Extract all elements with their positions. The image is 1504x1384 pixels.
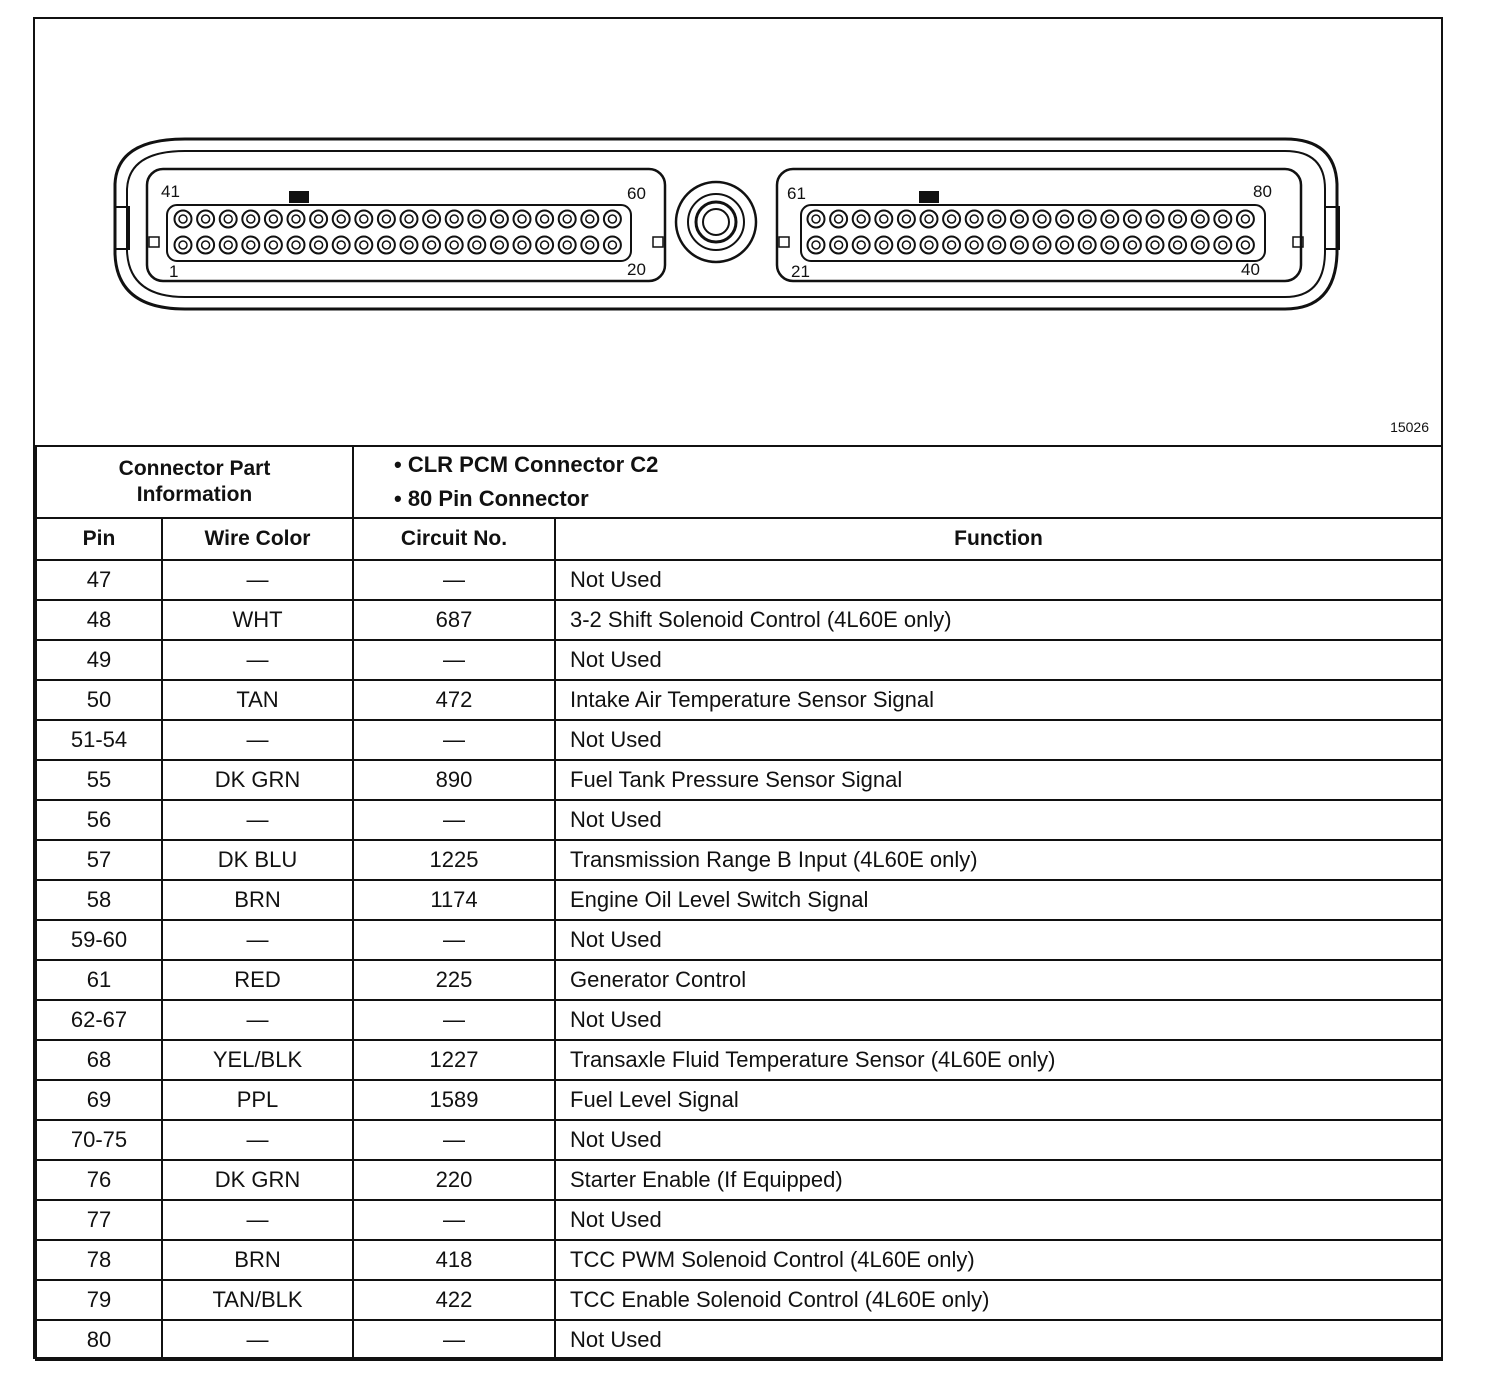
table-row bbox=[36, 680, 1442, 720]
pin-socket-inner bbox=[269, 215, 277, 223]
pin-socket-inner bbox=[269, 241, 277, 249]
pin-socket-inner bbox=[1015, 215, 1023, 223]
function-cell: Intake Air Temperature Sensor Signal bbox=[555, 680, 1442, 720]
pin-socket-inner bbox=[450, 241, 458, 249]
circuit-cell: — bbox=[353, 920, 555, 960]
function-cell: Not Used bbox=[555, 640, 1442, 680]
pin-socket-inner bbox=[428, 215, 436, 223]
pin-cell: 59-60 bbox=[36, 920, 162, 960]
pin-socket-inner bbox=[1015, 241, 1023, 249]
pin-socket-inner bbox=[608, 241, 616, 249]
pin-socket-inner bbox=[541, 241, 549, 249]
pin-cell: 51-54 bbox=[36, 720, 162, 760]
pin-socket-inner bbox=[1174, 215, 1182, 223]
pin-cell: 78 bbox=[36, 1240, 162, 1280]
wire-color-cell: DK BLU bbox=[162, 840, 353, 880]
pin-socket bbox=[242, 211, 259, 228]
pin-socket-inner bbox=[835, 215, 843, 223]
pin-socket bbox=[1056, 211, 1073, 228]
connector-info-label: Connector Part Information bbox=[36, 446, 353, 518]
pin-socket-inner bbox=[563, 241, 571, 249]
wire-color-cell: TAN/BLK bbox=[162, 1280, 353, 1320]
pin-socket bbox=[966, 211, 983, 228]
label-pin-60: 60 bbox=[627, 184, 646, 203]
circuit-cell: — bbox=[353, 1200, 555, 1240]
table-row bbox=[36, 1040, 1442, 1080]
pin-socket bbox=[1169, 211, 1186, 228]
wire-color-cell: DK GRN bbox=[162, 760, 353, 800]
pin-socket-inner bbox=[1106, 241, 1114, 249]
wire-color-cell: TAN bbox=[162, 680, 353, 720]
pin-socket bbox=[1101, 237, 1118, 254]
label-pin-1: 1 bbox=[169, 262, 179, 281]
connector-name: • CLR PCM Connector C2 bbox=[394, 452, 659, 477]
pin-cell: 48 bbox=[36, 600, 162, 640]
pin-socket-inner bbox=[1061, 215, 1069, 223]
pin-socket bbox=[310, 211, 327, 228]
pin-socket-inner bbox=[518, 215, 526, 223]
pin-socket-inner bbox=[315, 241, 323, 249]
circuit-cell: — bbox=[353, 800, 555, 840]
connector-info-value bbox=[353, 446, 1442, 518]
pin-cell: 68 bbox=[36, 1040, 162, 1080]
pin-cell: 58 bbox=[36, 880, 162, 920]
pin-socket bbox=[1124, 211, 1141, 228]
pin-socket bbox=[898, 211, 915, 228]
pin-socket-inner bbox=[292, 215, 300, 223]
pin-socket bbox=[966, 237, 983, 254]
pin-socket bbox=[875, 211, 892, 228]
table-row bbox=[36, 1120, 1442, 1160]
pin-cell: 56 bbox=[36, 800, 162, 840]
pin-socket-inner bbox=[948, 241, 956, 249]
circuit-cell: 1589 bbox=[353, 1080, 555, 1120]
pin-socket-inner bbox=[902, 215, 910, 223]
function-cell: Not Used bbox=[555, 800, 1442, 840]
pin-socket-inner bbox=[1128, 215, 1136, 223]
pin-socket-inner bbox=[1083, 241, 1091, 249]
function-cell: Not Used bbox=[555, 560, 1442, 600]
connector-info-row bbox=[36, 446, 1442, 518]
pin-socket-inner bbox=[970, 241, 978, 249]
pin-cell: 77 bbox=[36, 1200, 162, 1240]
wire-color-cell: — bbox=[162, 560, 353, 600]
pin-socket-inner bbox=[495, 215, 503, 223]
pin-socket bbox=[1034, 211, 1051, 228]
pin-cell: 70-75 bbox=[36, 1120, 162, 1160]
pin-cell: 69 bbox=[36, 1080, 162, 1120]
pin-socket bbox=[604, 211, 621, 228]
pin-socket bbox=[875, 237, 892, 254]
function-cell: Generator Control bbox=[555, 960, 1442, 1000]
figure-id: 15026 bbox=[1390, 419, 1429, 435]
header-wire-color: Wire Color bbox=[162, 518, 353, 560]
circuit-cell: — bbox=[353, 1120, 555, 1160]
function-cell: Not Used bbox=[555, 1200, 1442, 1240]
circuit-cell: 1227 bbox=[353, 1040, 555, 1080]
pin-socket bbox=[1147, 237, 1164, 254]
pin-socket bbox=[310, 237, 327, 254]
table-row bbox=[36, 1240, 1442, 1280]
pin-socket-inner bbox=[1196, 215, 1204, 223]
pin-socket bbox=[1079, 237, 1096, 254]
pin-socket bbox=[943, 237, 960, 254]
pin-socket bbox=[197, 211, 214, 228]
pin-socket bbox=[197, 237, 214, 254]
pin-cell: 79 bbox=[36, 1280, 162, 1320]
pin-socket-inner bbox=[925, 241, 933, 249]
pin-socket bbox=[288, 211, 305, 228]
pin-socket bbox=[378, 211, 395, 228]
pin-socket-inner bbox=[337, 241, 345, 249]
pin-socket bbox=[1124, 237, 1141, 254]
table-row bbox=[36, 1320, 1442, 1360]
pin-socket bbox=[988, 211, 1005, 228]
pin-cell: 49 bbox=[36, 640, 162, 680]
pin-socket-inner bbox=[360, 241, 368, 249]
circuit-cell: 422 bbox=[353, 1280, 555, 1320]
circuit-cell: — bbox=[353, 560, 555, 600]
pin-socket-inner bbox=[586, 215, 594, 223]
pin-socket-inner bbox=[1038, 215, 1046, 223]
wire-color-cell: — bbox=[162, 1320, 353, 1360]
pin-socket bbox=[581, 211, 598, 228]
pin-socket bbox=[1147, 211, 1164, 228]
pin-socket-inner bbox=[202, 215, 210, 223]
header-circuit: Circuit No. bbox=[353, 518, 555, 560]
pin-socket bbox=[988, 237, 1005, 254]
pin-socket-inner bbox=[405, 215, 413, 223]
function-cell: Not Used bbox=[555, 720, 1442, 760]
circuit-cell: 1225 bbox=[353, 840, 555, 880]
pin-socket-inner bbox=[812, 241, 820, 249]
pin-socket bbox=[898, 237, 915, 254]
circuit-cell: — bbox=[353, 1000, 555, 1040]
function-cell: Fuel Tank Pressure Sensor Signal bbox=[555, 760, 1442, 800]
pin-socket bbox=[220, 237, 237, 254]
connector-drawing bbox=[35, 19, 1441, 445]
pin-socket bbox=[921, 237, 938, 254]
pin-socket-inner bbox=[608, 215, 616, 223]
left-pin-array bbox=[175, 211, 621, 254]
pin-socket bbox=[446, 211, 463, 228]
connector-pin-count: • 80 Pin Connector bbox=[394, 486, 589, 511]
pin-socket bbox=[355, 237, 372, 254]
pin-socket bbox=[491, 211, 508, 228]
pin-socket-inner bbox=[1151, 241, 1159, 249]
pin-socket-inner bbox=[179, 215, 187, 223]
right-pin-array bbox=[808, 211, 1254, 254]
pin-socket bbox=[808, 237, 825, 254]
connector-diagram bbox=[35, 19, 1441, 445]
table-row bbox=[36, 720, 1442, 760]
pin-socket bbox=[1192, 211, 1209, 228]
circuit-cell: 220 bbox=[353, 1160, 555, 1200]
circuit-cell: 890 bbox=[353, 760, 555, 800]
wire-color-cell: — bbox=[162, 1200, 353, 1240]
pin-socket bbox=[401, 211, 418, 228]
pin-socket-inner bbox=[202, 241, 210, 249]
wire-color-cell: BRN bbox=[162, 880, 353, 920]
pin-socket bbox=[559, 211, 576, 228]
table-row bbox=[36, 1160, 1442, 1200]
pin-socket-inner bbox=[1128, 241, 1136, 249]
label-pin-40: 40 bbox=[1241, 260, 1260, 279]
circuit-cell: — bbox=[353, 640, 555, 680]
table-row bbox=[36, 600, 1442, 640]
wire-color-cell: — bbox=[162, 1000, 353, 1040]
pin-socket-inner bbox=[1219, 241, 1227, 249]
function-cell: TCC PWM Solenoid Control (4L60E only) bbox=[555, 1240, 1442, 1280]
pin-socket-inner bbox=[993, 215, 1001, 223]
pin-socket bbox=[446, 237, 463, 254]
table-row bbox=[36, 960, 1442, 1000]
function-cell: Not Used bbox=[555, 920, 1442, 960]
pin-socket-inner bbox=[1241, 215, 1249, 223]
pin-socket bbox=[1079, 211, 1096, 228]
pin-socket bbox=[242, 237, 259, 254]
pin-socket-inner bbox=[1151, 215, 1159, 223]
pin-socket bbox=[853, 237, 870, 254]
header-function: Function bbox=[555, 518, 1442, 560]
pin-socket-inner bbox=[428, 241, 436, 249]
circuit-cell: — bbox=[353, 1320, 555, 1360]
pin-socket bbox=[265, 237, 282, 254]
pin-socket bbox=[1214, 237, 1231, 254]
pin-cell: 57 bbox=[36, 840, 162, 880]
wire-color-cell: — bbox=[162, 1120, 353, 1160]
function-cell: Not Used bbox=[555, 1000, 1442, 1040]
pin-socket bbox=[830, 237, 847, 254]
circuit-cell: 225 bbox=[353, 960, 555, 1000]
pin-socket-inner bbox=[993, 241, 1001, 249]
pin-cell: 61 bbox=[36, 960, 162, 1000]
pin-socket-inner bbox=[473, 241, 481, 249]
pin-socket-inner bbox=[857, 215, 865, 223]
function-cell: Not Used bbox=[555, 1120, 1442, 1160]
table-row bbox=[36, 920, 1442, 960]
label-pin-21: 21 bbox=[791, 262, 810, 281]
wire-color-cell: — bbox=[162, 640, 353, 680]
pin-socket bbox=[1011, 237, 1028, 254]
pin-cell: 76 bbox=[36, 1160, 162, 1200]
circuit-cell: 472 bbox=[353, 680, 555, 720]
function-cell: Not Used bbox=[555, 1320, 1442, 1360]
pin-socket-inner bbox=[495, 241, 503, 249]
pin-socket bbox=[559, 237, 576, 254]
pin-socket-inner bbox=[292, 241, 300, 249]
pin-socket-inner bbox=[541, 215, 549, 223]
table-row bbox=[36, 840, 1442, 880]
circuit-cell: 687 bbox=[353, 600, 555, 640]
pin-socket-inner bbox=[1219, 215, 1227, 223]
pin-cell: 47 bbox=[36, 560, 162, 600]
connector-sheet bbox=[33, 17, 1443, 1359]
pin-cell: 50 bbox=[36, 680, 162, 720]
wire-color-cell: BRN bbox=[162, 1240, 353, 1280]
table-row bbox=[36, 1080, 1442, 1120]
pin-socket bbox=[220, 211, 237, 228]
table-row bbox=[36, 1000, 1442, 1040]
pin-socket bbox=[175, 211, 192, 228]
header-row bbox=[36, 518, 1442, 560]
pin-socket-inner bbox=[179, 241, 187, 249]
pin-socket bbox=[355, 211, 372, 228]
pin-socket-inner bbox=[857, 241, 865, 249]
function-cell: Transaxle Fluid Temperature Sensor (4L60E only) bbox=[555, 1040, 1442, 1080]
pin-socket-inner bbox=[925, 215, 933, 223]
pinout-table bbox=[35, 445, 1443, 1361]
function-cell: Fuel Level Signal bbox=[555, 1080, 1442, 1120]
table-row bbox=[36, 1280, 1442, 1320]
pin-socket bbox=[514, 211, 531, 228]
pin-cell: 80 bbox=[36, 1320, 162, 1360]
pin-socket-inner bbox=[902, 241, 910, 249]
pin-socket bbox=[1011, 211, 1028, 228]
pin-socket-inner bbox=[1106, 215, 1114, 223]
wire-color-cell: PPL bbox=[162, 1080, 353, 1120]
pin-socket-inner bbox=[450, 215, 458, 223]
pin-socket bbox=[1237, 237, 1254, 254]
pin-socket-inner bbox=[224, 215, 232, 223]
pin-socket bbox=[853, 211, 870, 228]
table-row bbox=[36, 560, 1442, 600]
pin-socket-inner bbox=[880, 215, 888, 223]
pin-socket bbox=[378, 237, 395, 254]
pin-socket-inner bbox=[1038, 241, 1046, 249]
wire-color-cell: DK GRN bbox=[162, 1160, 353, 1200]
pin-socket-inner bbox=[586, 241, 594, 249]
pin-socket-inner bbox=[337, 215, 345, 223]
pin-socket-inner bbox=[382, 241, 390, 249]
pin-socket-inner bbox=[812, 215, 820, 223]
pin-socket bbox=[1101, 211, 1118, 228]
function-cell: TCC Enable Solenoid Control (4L60E only) bbox=[555, 1280, 1442, 1320]
pin-socket bbox=[265, 211, 282, 228]
wire-color-cell: — bbox=[162, 720, 353, 760]
pin-socket bbox=[468, 211, 485, 228]
pin-socket-inner bbox=[405, 241, 413, 249]
pin-socket bbox=[1056, 237, 1073, 254]
pin-socket bbox=[333, 237, 350, 254]
pin-socket-inner bbox=[518, 241, 526, 249]
table-row bbox=[36, 640, 1442, 680]
pin-socket bbox=[423, 237, 440, 254]
pin-cell: 62-67 bbox=[36, 1000, 162, 1040]
pin-socket-inner bbox=[315, 215, 323, 223]
pin-socket bbox=[830, 211, 847, 228]
pin-socket-inner bbox=[880, 241, 888, 249]
pin-socket-inner bbox=[1174, 241, 1182, 249]
pin-socket bbox=[604, 237, 621, 254]
pin-socket-inner bbox=[382, 215, 390, 223]
pin-socket bbox=[1034, 237, 1051, 254]
table-row bbox=[36, 760, 1442, 800]
pinout-rows bbox=[36, 560, 1442, 1360]
label-pin-20: 20 bbox=[627, 260, 646, 279]
pin-socket-inner bbox=[360, 215, 368, 223]
pin-socket-inner bbox=[563, 215, 571, 223]
pin-socket-inner bbox=[247, 215, 255, 223]
pin-socket bbox=[468, 237, 485, 254]
wire-color-cell: RED bbox=[162, 960, 353, 1000]
pin-socket-inner bbox=[1083, 215, 1091, 223]
wire-color-cell: — bbox=[162, 920, 353, 960]
pin-socket-inner bbox=[1196, 241, 1204, 249]
circuit-cell: 1174 bbox=[353, 880, 555, 920]
pin-socket-inner bbox=[247, 241, 255, 249]
wire-color-cell: YEL/BLK bbox=[162, 1040, 353, 1080]
pin-socket-inner bbox=[970, 215, 978, 223]
pin-socket bbox=[536, 237, 553, 254]
label-pin-41: 41 bbox=[161, 182, 180, 201]
wire-color-cell: WHT bbox=[162, 600, 353, 640]
pin-cell: 55 bbox=[36, 760, 162, 800]
pin-socket bbox=[175, 237, 192, 254]
pin-socket-inner bbox=[835, 241, 843, 249]
function-cell: Starter Enable (If Equipped) bbox=[555, 1160, 1442, 1200]
function-cell: 3-2 Shift Solenoid Control (4L60E only) bbox=[555, 600, 1442, 640]
pin-socket bbox=[581, 237, 598, 254]
header-pin: Pin bbox=[36, 518, 162, 560]
pin-socket bbox=[1237, 211, 1254, 228]
function-cell: Transmission Range B Input (4L60E only) bbox=[555, 840, 1442, 880]
pin-socket bbox=[536, 211, 553, 228]
pin-socket-inner bbox=[1241, 241, 1249, 249]
pin-socket bbox=[1214, 211, 1231, 228]
table-row bbox=[36, 1200, 1442, 1240]
pin-socket bbox=[423, 211, 440, 228]
pin-socket-inner bbox=[224, 241, 232, 249]
label-pin-80: 80 bbox=[1253, 182, 1272, 201]
pin-socket bbox=[514, 237, 531, 254]
pin-socket bbox=[401, 237, 418, 254]
pin-socket-inner bbox=[1061, 241, 1069, 249]
label-pin-61: 61 bbox=[787, 184, 806, 203]
pin-socket bbox=[808, 211, 825, 228]
circuit-cell: 418 bbox=[353, 1240, 555, 1280]
function-cell: Engine Oil Level Switch Signal bbox=[555, 880, 1442, 920]
pin-socket bbox=[921, 211, 938, 228]
pin-socket bbox=[943, 211, 960, 228]
table-row bbox=[36, 800, 1442, 840]
pin-socket-inner bbox=[473, 215, 481, 223]
wire-color-cell: — bbox=[162, 800, 353, 840]
pin-socket bbox=[1169, 237, 1186, 254]
circuit-cell: — bbox=[353, 720, 555, 760]
pin-socket bbox=[333, 211, 350, 228]
pin-socket bbox=[491, 237, 508, 254]
table-row bbox=[36, 880, 1442, 920]
pin-socket bbox=[288, 237, 305, 254]
pin-socket-inner bbox=[948, 215, 956, 223]
pin-socket bbox=[1192, 237, 1209, 254]
